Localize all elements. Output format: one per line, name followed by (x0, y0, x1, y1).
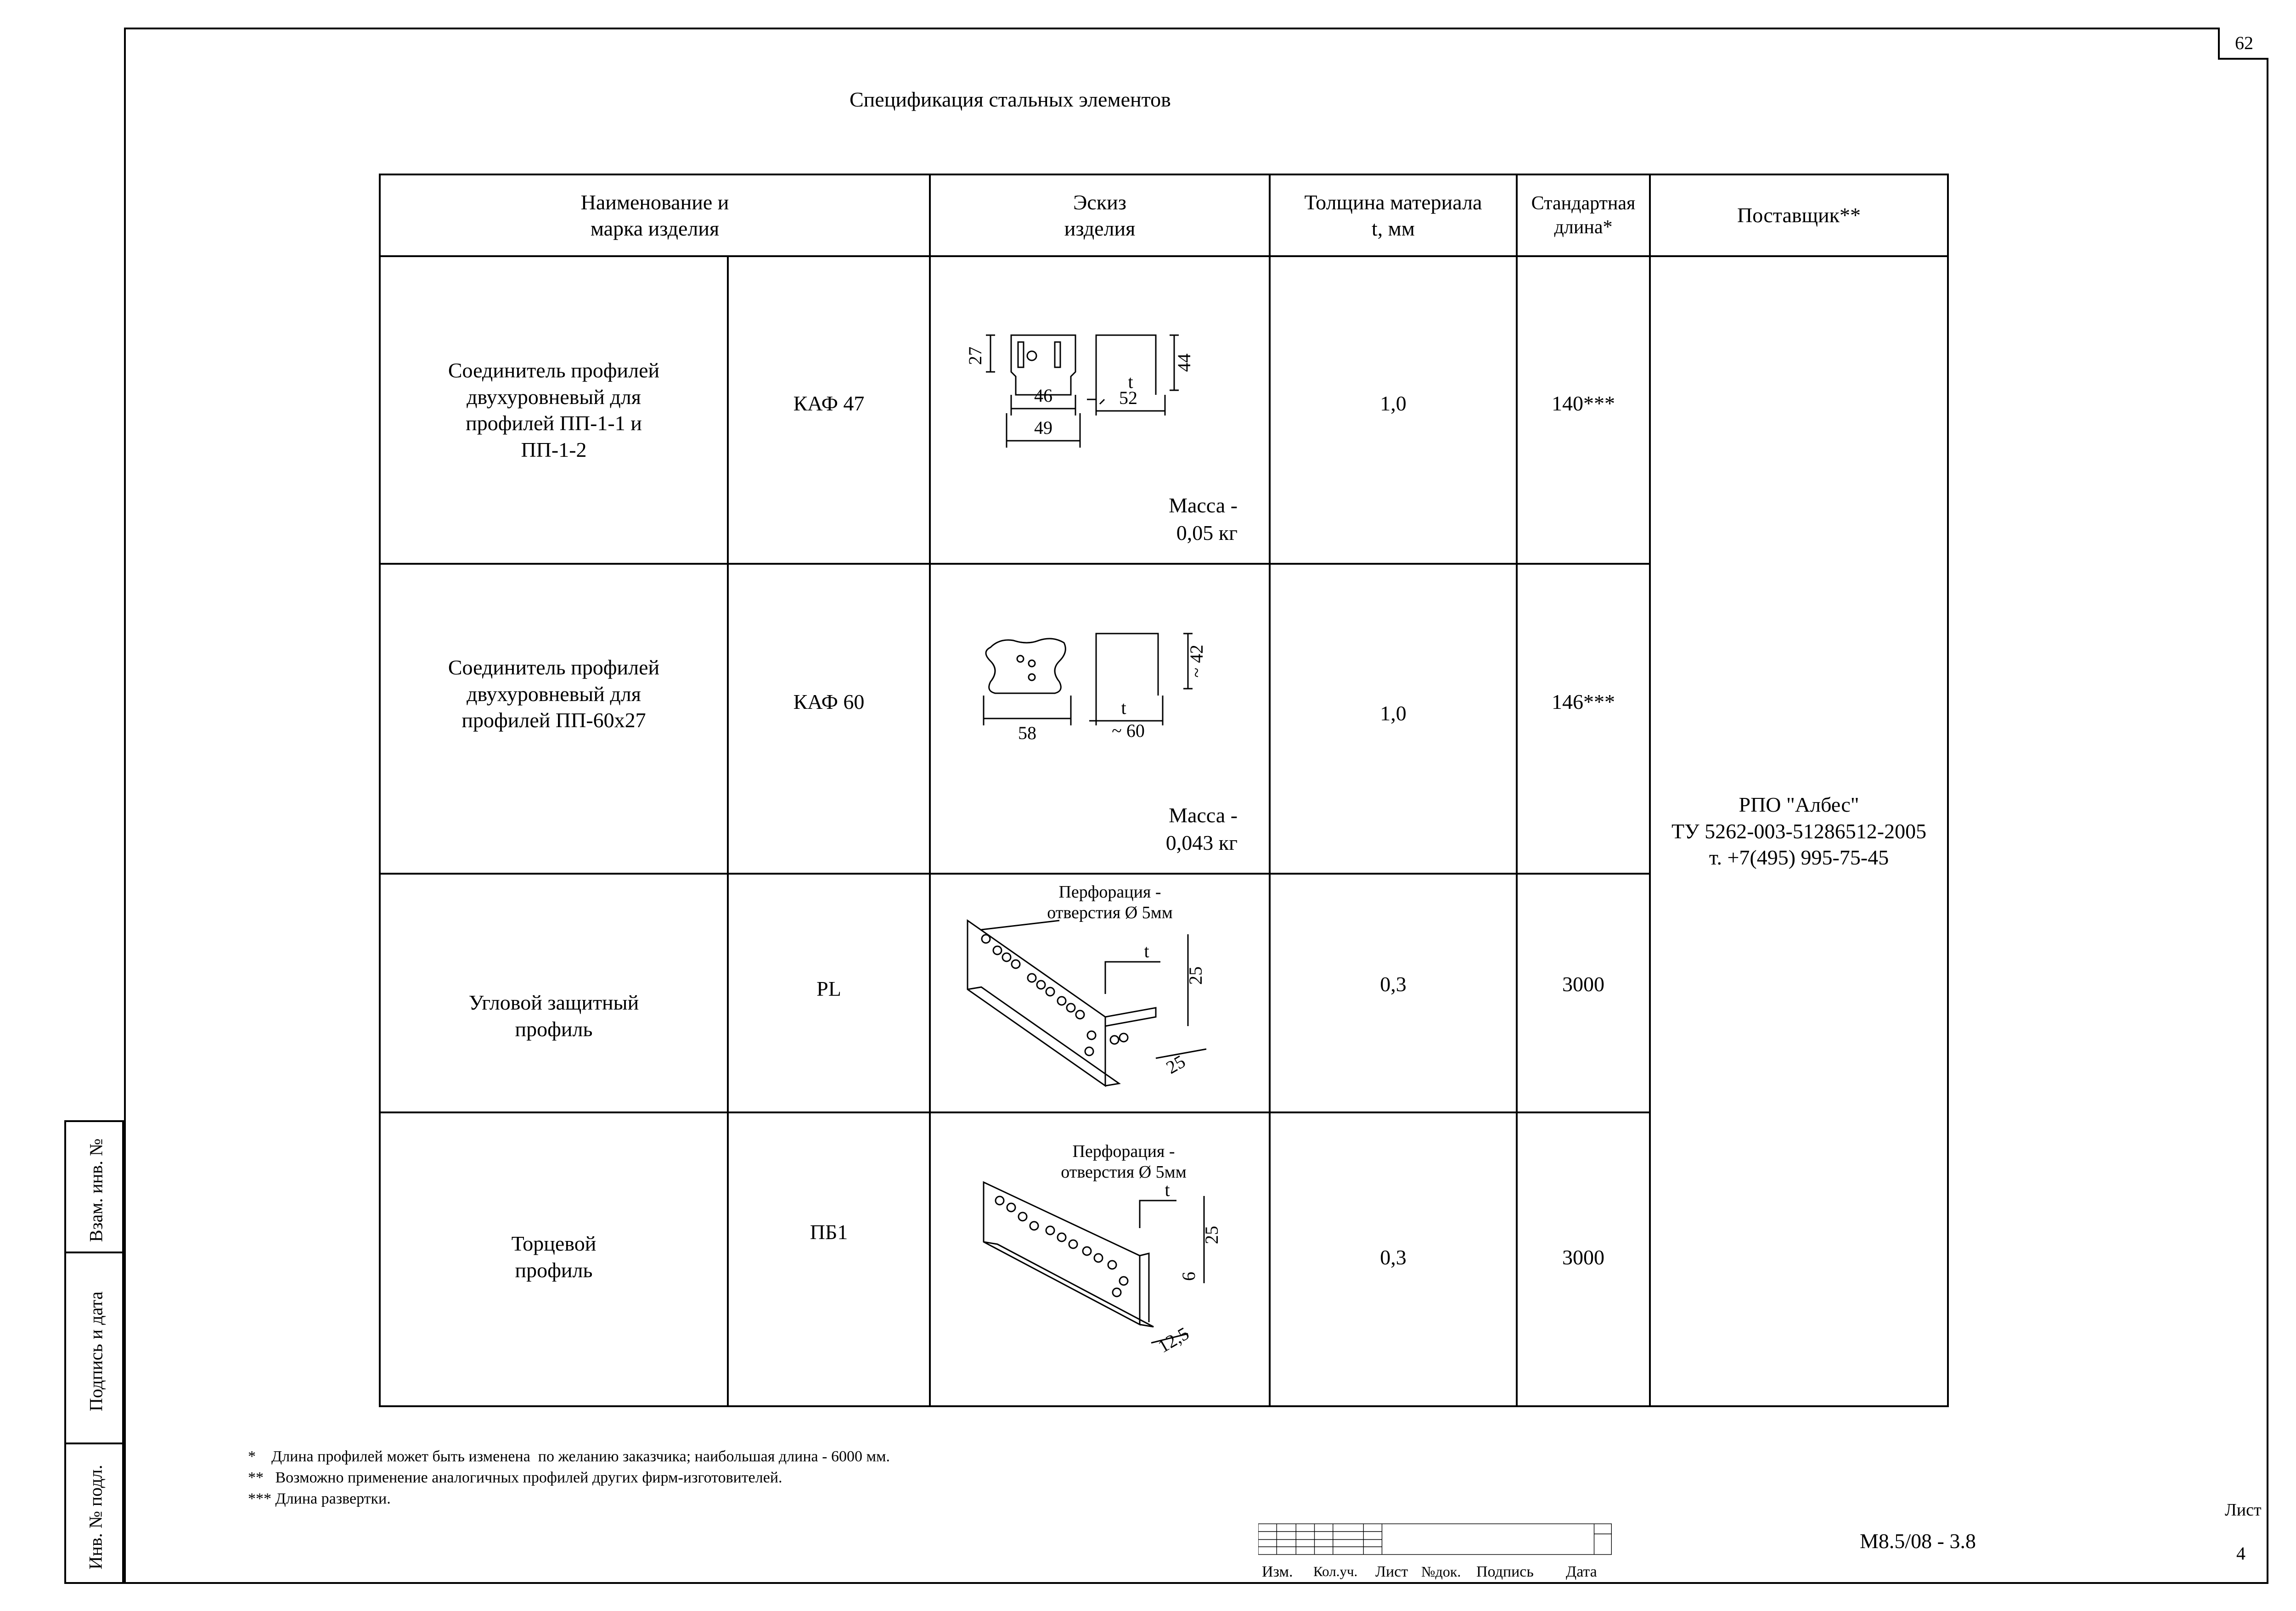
item-sketch (930, 564, 1270, 874)
item-thickness: 0,3 (1270, 1112, 1517, 1406)
footnote: *** Длина развертки. (248, 1490, 391, 1507)
header-supplier: Поставщик** (1650, 174, 1948, 256)
caption-ndok: №док. (1421, 1563, 1461, 1580)
item-mass: Масса - 0,05 кг (1169, 494, 1238, 545)
item-sketch (930, 256, 1270, 564)
perforation-holes: отверстия Ø 5мм (1061, 1162, 1187, 1182)
dim-t: t (1121, 697, 1126, 718)
dim-a: 25 (1201, 1226, 1222, 1244)
dim-h2: 44 (1174, 354, 1195, 372)
item-length: 3000 (1517, 874, 1650, 1112)
pl-sketch (931, 875, 1271, 1113)
dim-t: t (1128, 371, 1133, 392)
item-length: 140*** (1517, 256, 1650, 564)
dim-w2: 52 (1119, 387, 1138, 408)
stamp-cell-podpis: Подпись и дата (64, 1252, 124, 1444)
dim-w1: 46 (1034, 385, 1053, 406)
item-length: 3000 (1517, 1112, 1650, 1406)
caption-izm: Изм. (1262, 1563, 1293, 1580)
supplier-tu: ТУ 5262-003-51286512-2005 (1671, 819, 1927, 843)
item-name: Соединитель профилей двухуровневый для профилей ПП-60х27 (380, 564, 728, 874)
header-thickness: Толщина материала t, мм (1270, 174, 1517, 256)
item-mark: ПБ1 (728, 1112, 930, 1406)
document-code: М8.5/08 - 3.8 (1860, 1529, 1976, 1553)
caption-data: Дата (1566, 1563, 1597, 1580)
footnote: ** Возможно применение аналогичных профилей других фирм-изготовителей. (248, 1469, 782, 1486)
item-thickness: 1,0 (1270, 256, 1517, 564)
dim-b: 12,5 (1154, 1323, 1193, 1357)
title-block (1258, 1494, 2268, 1584)
header-sketch: Эскиз изделия (930, 174, 1270, 256)
item-name: Торцевой профиль (380, 1112, 728, 1406)
left-stamp (64, 1120, 124, 1584)
perforation-holes: отверстия Ø 5мм (1047, 903, 1173, 922)
supplier-name: РПО "Албес" (1739, 793, 1859, 817)
pb1-sketch (931, 1113, 1271, 1407)
item-mark: КАФ 60 (728, 564, 930, 874)
footnote: * Длина профилей может быть изменена по желанию заказчика; наибольшая длина - 6000 мм. (248, 1448, 890, 1465)
dim-w1: 58 (1018, 723, 1037, 743)
stamp-cell-vzam: Взам. инв. № (64, 1120, 124, 1253)
top-sheet-number: 62 (2218, 28, 2268, 60)
caption-podpis: Подпись (1476, 1563, 1534, 1580)
spec-table (379, 174, 1949, 1407)
header-name: Наименование и марка изделия (380, 174, 930, 256)
page-title: Спецификация стальных элементов (850, 88, 1171, 111)
item-mass: Масса - 0,043 кг (1165, 803, 1238, 855)
supplier-phone: т. +7(495) 995-75-45 (1709, 846, 1889, 870)
item-name: Угловой защитный профиль (380, 874, 728, 1112)
perforation-label: Перфорация - (1058, 882, 1161, 902)
item-length: 146*** (1517, 564, 1650, 874)
caption-list: Лист (1375, 1563, 1408, 1580)
sheet-number: 4 (2236, 1543, 2245, 1564)
dim-a: 25 (1185, 966, 1206, 985)
dim-w3: 49 (1034, 417, 1053, 438)
item-thickness: 0,3 (1270, 874, 1517, 1112)
item-name: Соединитель профилей двухуровневый для профилей ПП-1-1 и ПП-1-2 (380, 256, 728, 564)
item-sketch (930, 874, 1270, 1112)
sheet-label: Лист (2225, 1500, 2262, 1520)
dim-h1: 27 (965, 347, 986, 365)
item-mark: PL (728, 874, 930, 1112)
caption-kolvo: Кол.уч. (1313, 1563, 1358, 1579)
item-thickness: 1,0 (1270, 564, 1517, 874)
header-row (380, 174, 1948, 256)
item-mark: КАФ 47 (728, 256, 930, 564)
dim-w2: ~ 60 (1112, 720, 1145, 741)
supplier-cell (1650, 256, 1948, 1406)
footnotes (248, 1446, 890, 1510)
dim-t: t (1144, 941, 1149, 961)
header-length: Стандартная длина* (1517, 174, 1650, 256)
perforation-label: Перфорация - (1072, 1142, 1175, 1161)
stamp-cell-inv: Инв. № подл. (64, 1443, 124, 1584)
dim-t: t (1165, 1179, 1170, 1200)
dim-b: 25 (1162, 1050, 1189, 1078)
dim-c: 6 (1178, 1272, 1199, 1281)
item-sketch (930, 1112, 1270, 1406)
dim-h: ~ 42 (1186, 645, 1207, 678)
table-row (380, 256, 1948, 564)
